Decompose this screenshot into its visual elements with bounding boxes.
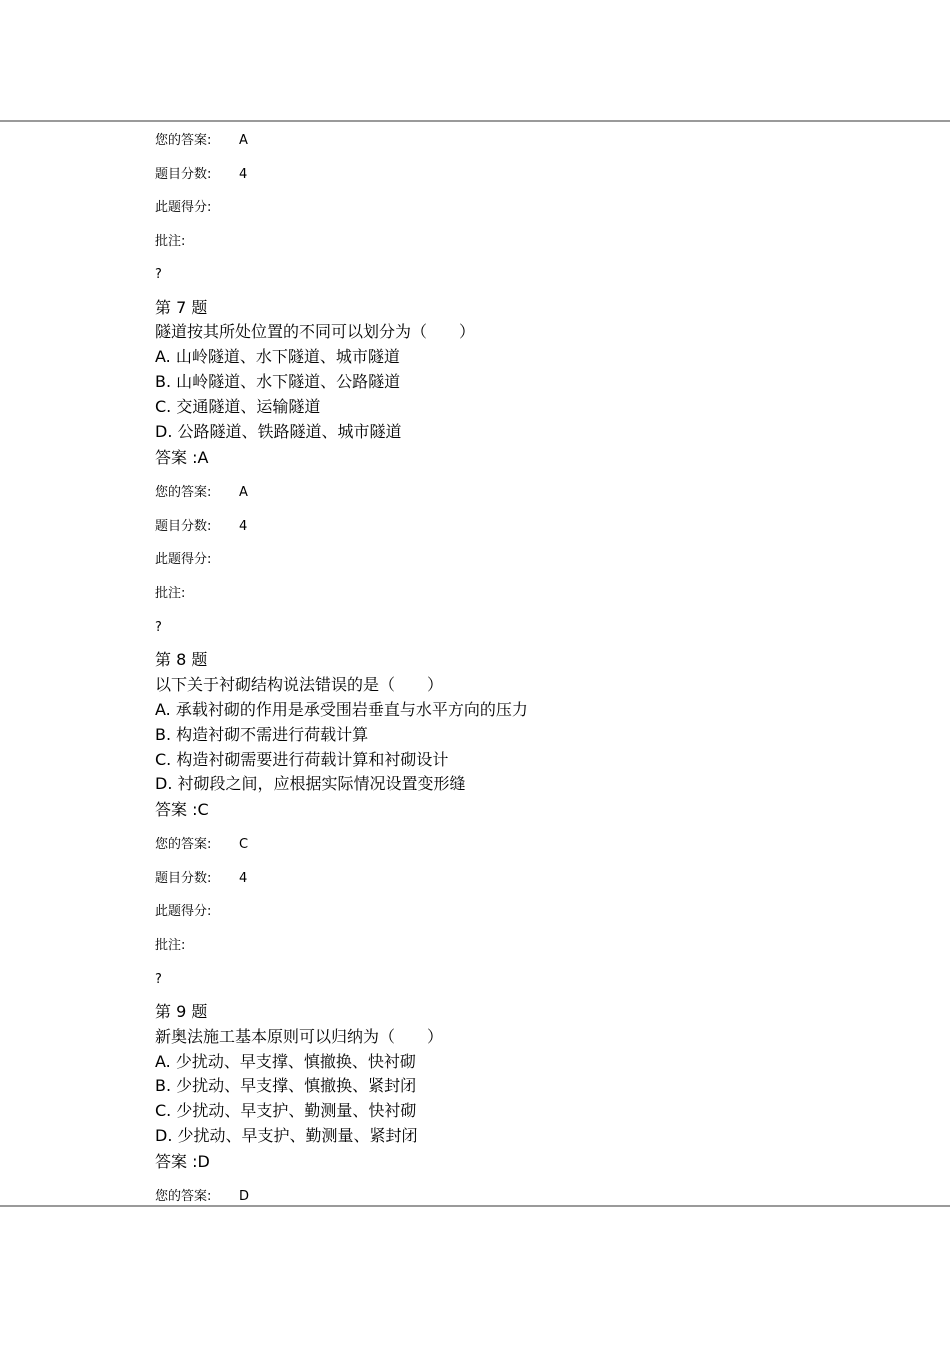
question-text-line: 以下关于衬砌结构说法错误的是（ ） xyxy=(155,675,444,694)
question-text-line: D. 公路隧道、铁路隧道、城市隧道 xyxy=(155,422,402,441)
meta-label: 批注: xyxy=(155,586,186,601)
meta-label: 批注: xyxy=(155,234,186,249)
meta-label: 批注: xyxy=(155,938,186,953)
answer-meta-row xyxy=(155,201,239,214)
answer-meta-row xyxy=(155,973,239,986)
answer-meta-row xyxy=(155,872,247,885)
answer-meta-row xyxy=(155,268,239,281)
question-text-line: B. 少扰动、早支撑、慎撤换、紧封闭 xyxy=(155,1076,417,1095)
meta-label: 此题得分: xyxy=(155,200,212,215)
meta-label: 您的答案: xyxy=(155,485,212,500)
question-text-line: D. 少扰动、早支护、勤测量、紧封闭 xyxy=(155,1126,418,1145)
meta-label: 您的答案: xyxy=(155,1189,212,1204)
answer-meta-row xyxy=(155,939,239,952)
meta-label: 题目分数: xyxy=(155,871,212,886)
question-text-line: A. 少扰动、早支撑、慎撤换、快衬砌 xyxy=(155,1052,416,1071)
meta-label: 题目分数: xyxy=(155,167,212,182)
meta-label: 您的答案: xyxy=(155,133,212,148)
meta-value: A xyxy=(239,485,248,500)
answer-meta-row xyxy=(155,168,247,181)
answer-meta-row xyxy=(155,235,239,248)
top-divider xyxy=(0,120,950,122)
question-text-line: 答案 :C xyxy=(155,800,209,819)
answer-meta-row xyxy=(155,905,239,918)
question-text-line: C. 少扰动、早支护、勤测量、快衬砌 xyxy=(155,1101,417,1120)
answer-meta-row xyxy=(155,553,239,566)
question-text-line: 第 7 题 xyxy=(155,298,208,317)
meta-label: 此题得分: xyxy=(155,552,212,567)
answer-meta-row xyxy=(155,134,248,147)
question-text-line: A. 山岭隧道、水下隧道、城市隧道 xyxy=(155,347,400,366)
meta-label: 您的答案: xyxy=(155,837,212,852)
question-text-line: C. 构造衬砌需要进行荷载计算和衬砌设计 xyxy=(155,750,449,769)
answer-meta-row xyxy=(155,520,247,533)
meta-label: 题目分数: xyxy=(155,519,212,534)
question-text-line: 答案 :A xyxy=(155,448,209,467)
answer-meta-row xyxy=(155,1190,249,1203)
question-text-line: 第 8 题 xyxy=(155,650,208,669)
answer-meta-row xyxy=(155,621,239,634)
answer-meta-row xyxy=(155,587,239,600)
meta-value: 4 xyxy=(239,167,248,182)
meta-label: ? xyxy=(155,267,162,282)
question-text-line: 新奥法施工基本原则可以归纳为（ ） xyxy=(155,1027,444,1046)
question-text-line: 隧道按其所处位置的不同可以划分为（ ） xyxy=(155,322,476,341)
question-text-line: A. 承载衬砌的作用是承受围岩垂直与水平方向的压力 xyxy=(155,700,528,719)
meta-value: C xyxy=(239,837,249,852)
meta-value: A xyxy=(239,133,248,148)
meta-label: 此题得分: xyxy=(155,904,212,919)
question-text-line: B. 山岭隧道、水下隧道、公路隧道 xyxy=(155,372,401,391)
answer-meta-row xyxy=(155,486,248,499)
bottom-divider xyxy=(0,1205,950,1207)
meta-label: ? xyxy=(155,972,162,987)
meta-value: D xyxy=(239,1189,250,1204)
question-text-line: 答案 :D xyxy=(155,1152,210,1171)
question-text-line: 第 9 题 xyxy=(155,1002,208,1021)
question-text-line: D. 衬砌段之间，应根据实际情况设置变形缝 xyxy=(155,774,466,793)
meta-value: 4 xyxy=(239,871,248,886)
question-text-line: B. 构造衬砌不需进行荷载计算 xyxy=(155,725,369,744)
answer-meta-row xyxy=(155,838,248,851)
meta-label: ? xyxy=(155,620,162,635)
question-text-line: C. 交通隧道、运输隧道 xyxy=(155,397,321,416)
meta-value: 4 xyxy=(239,519,248,534)
